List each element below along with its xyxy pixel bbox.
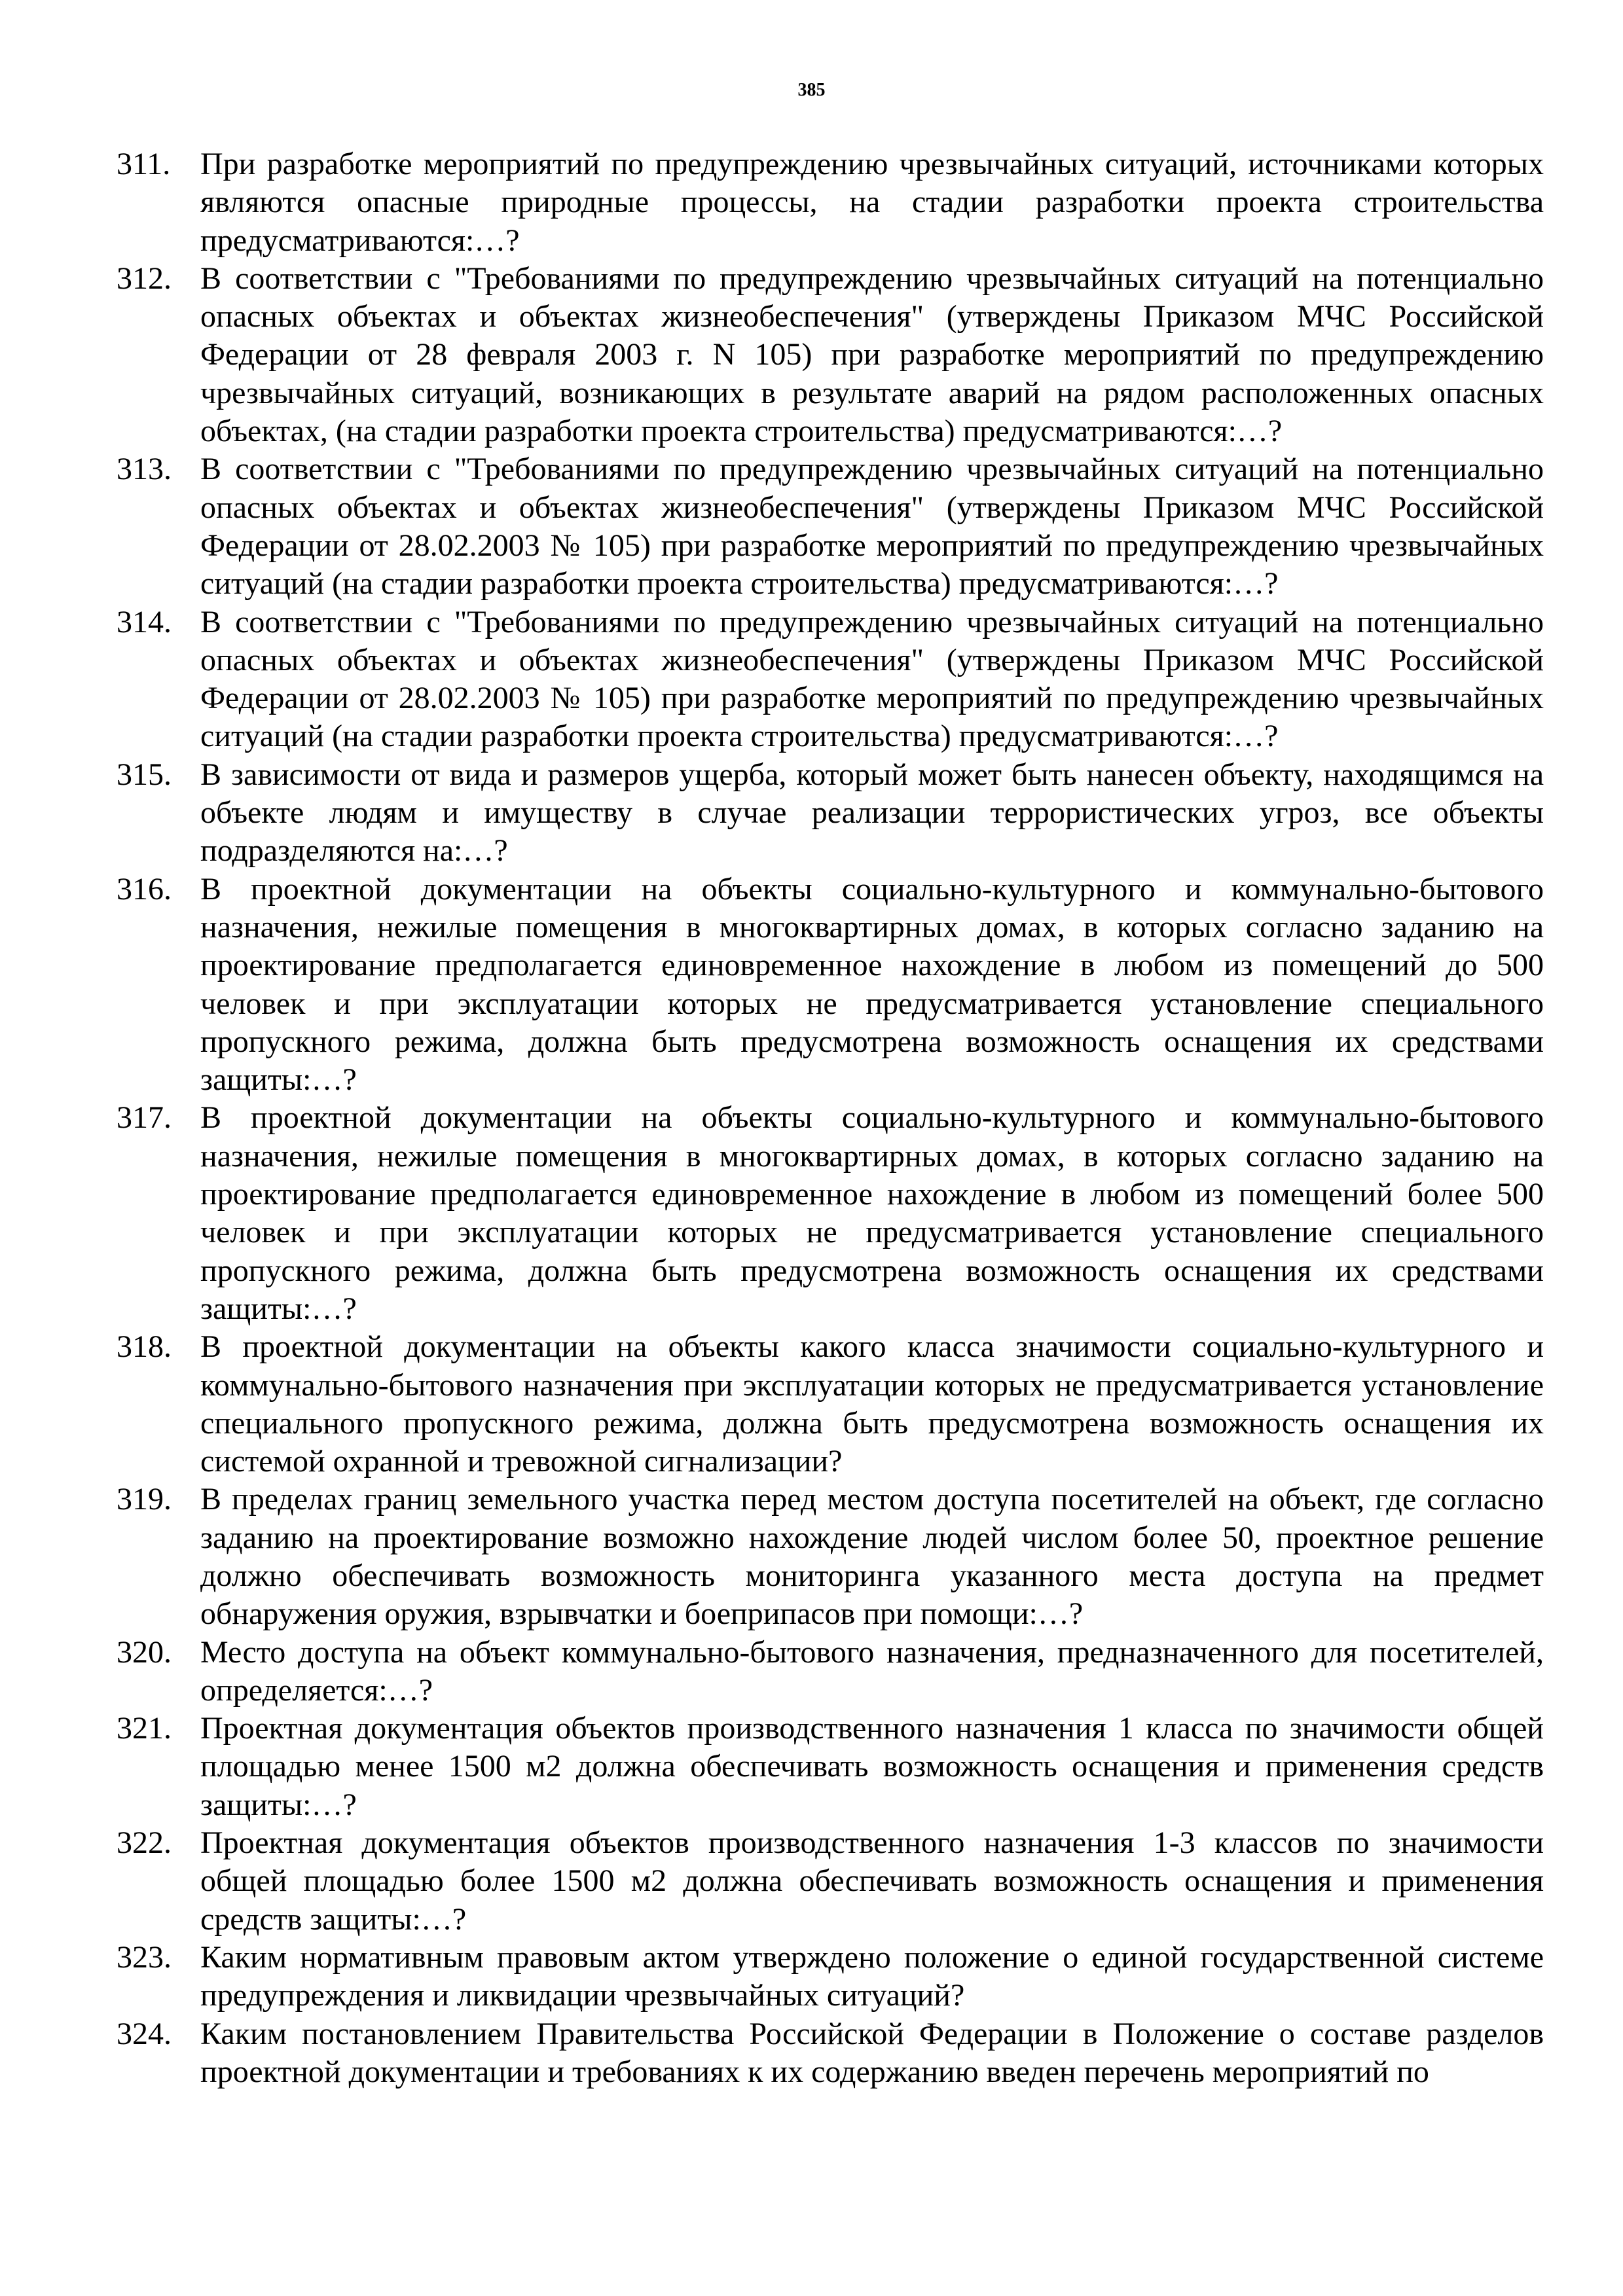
question-number: 317. <box>117 1100 172 1136</box>
question-item <box>117 1634 1544 1710</box>
question-text: В проектной документации на объекты какого класса значимости социально-культурного и коммунально-бытового назначения при эксплуатации которых не предусматривается установление специального пропускного режима, должна быть предусмотрена возможность оснащения их системой охранной и тревожной сигнализации? <box>200 1329 1544 1479</box>
question-item <box>117 145 1544 260</box>
question-item <box>117 2015 1544 2092</box>
question-text: В соответствии с "Требованиями по предупреждению чрезвычайных ситуаций на потенциально опасных объектах и объектах жизнеобеспечения" (утверждены Приказом МЧС Российской Федерации от 28.02.2003 № 105) при разработке мероприятий по предупреждению чрезвычайных ситуаций (на стадии разработки проекта строительства) предусматриваются:…? <box>200 452 1544 601</box>
question-item <box>117 1824 1544 1939</box>
question-item <box>117 1328 1544 1480</box>
question-text: Каким постановлением Правительства Российской Федерации в Положение о составе разделов проектной документации и требованиях к их содержанию введен перечень мероприятий по <box>200 2016 1544 2089</box>
question-number: 316. <box>117 871 172 906</box>
question-item <box>117 1710 1544 1824</box>
question-text: Проектная документация объектов производственного назначения 1-3 классов по значимости общей площадью более 1500 м2 должна обеспечивать возможность оснащения и применения средств защиты:…? <box>200 1825 1544 1937</box>
question-text: В пределах границ земельного участка перед местом доступа посетителей на объект, где согласно заданию на проектирование возможно нахождение людей числом более 50, проектное решение должно обеспечивать возможность мониторинга указанного места доступа на предмет обнаружения оружия, взрывчатки и боеприпасов при помощи:…? <box>200 1482 1544 1632</box>
question-number: 322. <box>117 1825 172 1861</box>
page-number: 385 <box>797 80 826 100</box>
question-number: 313. <box>117 452 172 487</box>
question-item <box>117 756 1544 870</box>
question-text: В соответствии с "Требованиями по предупреждению чрезвычайных ситуаций на потенциально опасных объектах и объектах жизнеобеспечения" (утверждены Приказом МЧС Российской Федерации от 28.02.2003 № 105) при разработке мероприятий по предупреждению чрезвычайных ситуаций (на стадии разработки проекта строительства) предусматриваются:…? <box>200 604 1544 754</box>
question-item <box>117 1099 1544 1328</box>
question-text: В соответствии с "Требованиями по предупреждению чрезвычайных ситуаций на потенциально опасных объектах и объектах жизнеобеспечения" (утверждены Приказом МЧС Российской Федерации от 28 февраля 2003 г. N 105) при разработке мероприятий по предупреждению чрезвычайных ситуаций, возникающих в результате аварий на рядом расположенных опасных объектах, (на стадии разработки проекта строительства) предусматриваются:…? <box>200 260 1544 449</box>
question-text: В проектной документации на объекты социально-культурного и коммунально-бытового назначения, нежилые помещения в многоквартирных домах, в которых согласно заданию на проектирование предполагается единовременное нахождение в любом из помещений более 500 человек и при эксплуатации которых не предусматривается установление специального пропускного режима, должна быть предусмотрена возможность оснащения их средствами защиты:…? <box>200 1100 1544 1326</box>
question-text: Проектная документация объектов производственного назначения 1 класса по значимости общей площадью менее 1500 м2 должна обеспечивать возможность оснащения и применения средств защиты:…? <box>200 1711 1544 1822</box>
question-item <box>117 1480 1544 1633</box>
question-item <box>117 870 1544 1100</box>
question-item <box>117 603 1544 756</box>
question-number: 321. <box>117 1711 172 1746</box>
question-number: 320. <box>117 1634 172 1670</box>
question-item <box>117 260 1544 450</box>
question-item <box>117 1939 1544 2015</box>
question-number: 315. <box>117 757 172 792</box>
question-number: 319. <box>117 1482 172 1517</box>
question-number: 311. <box>117 147 171 181</box>
question-list <box>117 145 1544 2091</box>
question-number: 324. <box>117 2016 172 2051</box>
question-text: Каким нормативным правовым актом утверждено положение о единой государственной системе предупреждения и ликвидации чрезвычайных ситуаций? <box>200 1939 1544 2013</box>
question-text: Место доступа на объект коммунально-бытового назначения, предназначенного для посетителей, определяется:…? <box>200 1634 1544 1708</box>
question-text: В проектной документации на объекты социально-культурного и коммунально-бытового назначения, нежилые помещения в многоквартирных домах, в которых согласно заданию на проектирование предполагается единовременное нахождение в любом из помещений до 500 человек и при эксплуатации которых не предусматривается установление специального пропускного режима, должна быть предусмотрена возможность оснащения их средствами защиты:…? <box>200 871 1544 1098</box>
question-number: 312. <box>117 260 172 296</box>
question-text: При разработке мероприятий по предупреждению чрезвычайных ситуаций, источниками которых являются опасные природные процессы, на стадии разработки проекта строительства предусматриваются:…? <box>200 147 1544 258</box>
question-number: 318. <box>117 1329 172 1365</box>
question-number: 323. <box>117 1939 172 1975</box>
question-text: В зависимости от вида и размеров ущерба, который может быть нанесен объекту, находящимся на объекте людям и имуществу в случае реализации террористических угроз, все объекты подразделяются на:…? <box>200 757 1544 869</box>
question-item <box>117 450 1544 603</box>
question-number: 314. <box>117 604 172 639</box>
